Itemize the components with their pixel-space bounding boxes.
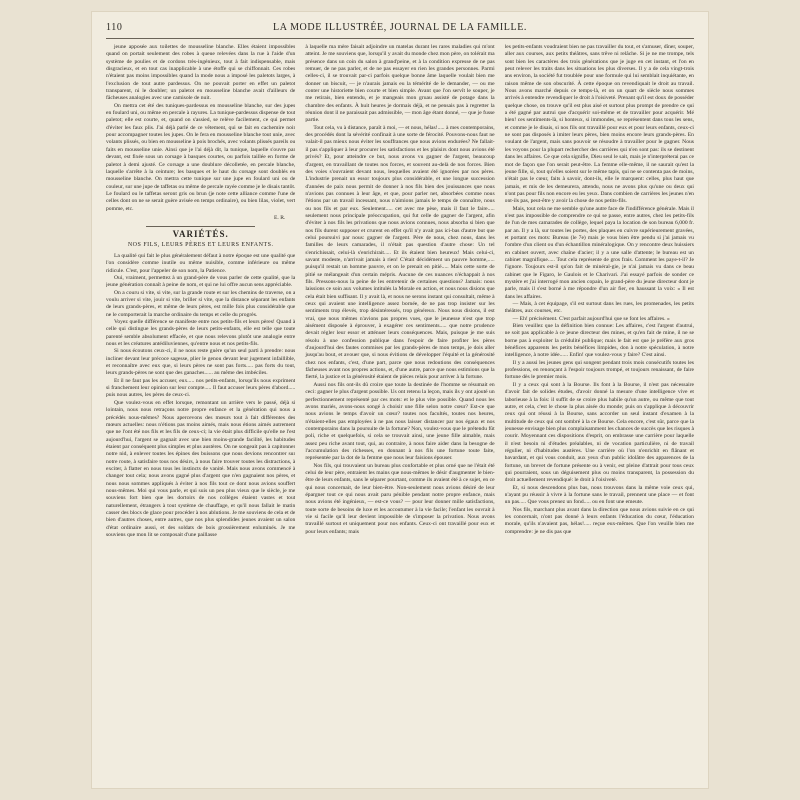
paragraph: Et, si nous descendons plus bas, nous trouvons dans la même voie ceux qui, n'ayant pu réussir à vivre à la fortune sans le travail, prennent une place — et font un pas..... Que vous prenez un fond..... ou en font une emeute. xyxy=(504,484,694,506)
paragraph: Bien veuillez que la définition bien connue: Les affaires, c'est l'argent d'autrui, ne soit pas applicable à ce jeune directeur des mines, et qu'en fait de mine, il ne se borne pas à exploiter la crédulité publique; mais le fait est que je préfère aux gros bénéfices apparents les petits bénéfices limpides, don à notre spéculation, à notre intelligence, à notre idée...... Enfin! que voulez-vous y faire? C'est ainsi. xyxy=(504,323,694,359)
paragraph: On mettra cet été des tuniques-pardessus en mousseline blanche, sur des jupes en foulard uni, ou même en percale à rayures. La tunique-pardessus dispense de tout paletot; elle est courte, et, quand on s'assied, se relève facilement, ce qui permet d'éviter les faux plis. J'ai déjà parlé de ce vêtement, qui se fait en cachemire noir pour accompagner toutes les jupes. On le fera en mousseline blanche tout unie, avec volants plissés, ou bien en mousseline à pois brochés, avec volants plissés pareils ou faits en mousseline unie. Ainsi que je l'ai déjà dit, la tunique, laquelle s'ouvre par devant, est fixée sous un corsage à basques courtes, ou parfois taillée en forme de paletot à demi ajusté. Ce corsage a une doublure décolletée, en percale blanche, laquelle s'arrête à la ceinture; les basques et le haut du corsage sont doublés en mousseline blanche. On mettra cette tunique sur une jupe en foulard uni ou de couleur, sur une jupe de taffetas ou même de percale rayée comme je le disais tantôt. Le foulard ou le taffetas seront gris ou brun (je note cette alliance comme l'une de celles dont on ne se serait guère avisée en temps ordinaire), ou bien lilas, violet, vert pomme, etc. xyxy=(106,102,296,212)
header-rule xyxy=(106,38,694,39)
text-columns xyxy=(106,44,694,782)
section-rule xyxy=(146,226,255,227)
paragraph: les petits-enfants voudraient bien ne pas travailler du tout, et s'amuser, dîner, souper, aller aux courses, aux petits théâtres, sans trêve ni relâche. Si je ne me trompe, tels sont bien les caractères des trois générations que je juge en cet instant, et l'on en peut relever les traits dans les situations les plus diverses. Il y a de cela vingt-trois ans environ, la société fut troublée pour une formule qui lui semblait inquiétante, en raison même de son obscurité. À cette époque on revendiquait le droit au travail. Nous avons marché depuis ce temps-là, et on un quart de siècle nous sommes arrivés à entendre revendiquer le droit à l'oisiveté. Prenant qu'il est doux de posséder quelque chose, on trouve qu'il est plus aisé et surtout plus prompt de prendre ce qui a été gagné par autrui que d'acquérir soi-même et de travailler pour acquérir. Mé bien! ces sentiments-là, si honteux, si immondes, se représentent dans tous les sens, et comme je le disais, si nos fils ont travaillé pour eux et pour leurs enfants, ceux-ci ne sont pas disposés à imiter leurs pères, bien moins encore leurs grands-pères. En voulant de l'argent, mais sans pouvoir se résoudre à travailler pour le gagner. Nous les voyons pour la plupart rechercher des carrières qui n'en sont pas: ils se destinent dans les affaires. Ce que cela signifie, Dieu seul le sait, mais je n'interpréterai pas ce mot de façon que l'on serait peut-être. La femme elle-même, il ne saurait qu'est la jeune fille, si, tout qu'elles soient sur le même tapis, qui ne se contenta pas de moins, n'était pas le cœur, faits à savoir, dont-ils, elle le marquent: celles, plus haut que jamais, et mis de les demeurera, attendu, nous ne avons plus qu'une ou deux qui n'ont pas pour fils non encore eu les yeux. Dans combien de carrières les jeunes n'en ont-ils pas, peut-être y avoir la chose de nos petits-fils. xyxy=(504,44,694,205)
column-3 xyxy=(505,44,694,782)
paragraph: Il y a ceux qui sont à la Bourse. Ils font à la Bourse, il n'est pas nécessaire d'avoir fait de solides études, d'avoir donné la mesure d'une intelligence vive et laborieuse à la fois: il suffit de se croire plus habile qu'un autre, ou même que tout autre, et cela, c'est le chose la plus aisée du monde; puis on s'applique à découvrir ceux qui ont réussi à la Bourse, sans accorder un seul instant d'examen à la multitude de ceux qui ont sombré à la ce Bourse. Cela encore, c'est sûr, parce que la jeunesse envisage bien plus complaisamment les chances de succès que les risques à courir. Moyennant ces dispositions d'esprit, on embrasse une carrière pour laquelle il n'est besoin ni d'études préalables, ni de vocation particulière, ni de travail régulier, ni d'habitudes austères. Une carrière où l'on n'enrichit en flânant et bavardant, et qui vous conduit, aux yeux d'un public idolâtre des apparences de la fortune, un brevet de fortune présente ou à venir, est pleine d'attrait pour tous ceux qui pourraient, sous un déguisement plus ou moins transparent, la possession du droit actuellement revendiqué: le droit à l'oisiveté. xyxy=(504,381,694,484)
newspaper-page xyxy=(92,12,708,788)
paragraph: — Mais, à cet équipage, s'il est surtout dans les rues, les promenades, les petits théâtres, aux courses, etc. xyxy=(504,301,694,315)
paragraph: Nos fils, qui trouvaient un bureau plus confortable et plus orné que ne l'était été celui de leur père, entraient les mains que nous-mêmes le désir d'augmenter le bien-être de leurs enfants, sans le séparer pourtant, comme ils avaient été à ce sujet, en ce qui nous concernait, de leur bien-être. Non-seulement nous avions désiré de leur épargner tout ce qui nous avait paru pénible pendant notre propre enfance, mais nous avions été ingénieux, — est-ce vous? — pour leur donner mille satisfactions, toute sorte de besoins de luxe et les accoutumer à la vie facile; l'enfant les ouvrait à vie si facile qu'il leur devient impossible de s'imposer la privation. Nous avons travaillé surtout et uniquement pour nos enfants. Ceux-ci ont travaillé pour eux et pour leurs enfants; mais xyxy=(305,462,495,535)
column-1 xyxy=(106,44,295,782)
paragraph: Mais, tout cela ne me semble qu'une autre face de l'indifférence générale. Mais il n'est pas impossible de comprendre ce qui se passe, entre autres, chez les petits-fils de l'un de mes camarades de collège, lequel paya la location de son bureau 6,000 fr. par an. Il y a là, sur toutes les portes, des plaques en cuivre supérieurement gravées, et portant ces mots: Bureau (le 7e) mais je vous bien être pendu si j'ai jamais vu l'ombre d'un client ou d'un échantillon minéralogique. On y rencontre deux huissiers en cabinet ouvert, avec chaîne d'acier; il y a une salle d'attente; le bureau est un cabinet magnifique..... Tout cela représente de gros frais. Comment les paye-t-il? Je l'ignore. Toujours est-il qu'on fait de minéral-gie, je n'ai jamais vu dans ce beau cabinet que le Figaro, le Gaulois et le Charivari. J'ai essayé parfois de sonder ce mystère et j'ai interrogé mon ancien copain, le grand-père du jeune directeur dont je parle, mais il s'est borné à me répondre d'un air fier, en haussant la voix: « Il est dans les affaires. xyxy=(504,205,694,300)
paragraph: Et il ne faut pas les accuser, eux..... nos petits-enfants, lorsqu'ils nous expriment si franchement leur opinion sur leur compte..... Il faut accuser leurs pères d'abord..... puis nous autres, les pères de ceux-ci. xyxy=(106,377,296,399)
journal-title: LA MODE ILLUSTRÉE, JOURNAL DE LA FAMILLE. xyxy=(272,22,528,33)
section-title: VARIÉTÉS. xyxy=(172,229,229,240)
paragraph: — Eh! précisément. C'est parfait aujourd'hui que se font les affaires. » xyxy=(512,315,670,322)
paragraph: Tout cela, vu à distance, paraît à moi, — et nous, hélas!..... à mes contemporains, des procédés dont la sévérité confinait à une sorte de férocité. Pouvons-nous faut ne valait-il pas mieux nous éviter les souffrances que nous avions endurées? Ne fallait-il pas s'appliquer à leur procurer les satisfactions et les plaisirs dont nous avions été privés? Et, pour atteindre ce but, nous avons vu gagner de l'argent, beaucoup d'argent, en travaillant de toutes nos forces, et souvent au-delà de nos forces. Bien des voies s'ouvraient devant nous, lesquelles avaient été ignorées par nos pères. L'industrie prenait un essor toujours plus considérable, et une longue succession d'années de paix nous permit de donner à nos fils bien des jouissances que nous n'avions pas connues à leur âge, et que, pour parler net, absorbées comme nous l'étions par un travail incessant, nous n'aimions jamais le temps de connaître, nous ou nos fils et par eux. Seulement..... cet avec me pèse, mais il faut le faire..... seulement nous principale préoccupation, qui fut celle de gagner de l'argent, afin d'éviter à nos fils les privations que nous avions connues, nous absorba si bien que nos fils durent supposer et crurent en effet qu'il n'y avait pas ici-bas d'autre but que celui poursuivi par nous: gagner de l'argent. Père de nous, chez nous, dans les familles de leurs camarades, il n'était pas question d'autre chose: Un tel s'enrichissait, celui-là s'enrichirait..... Et ils étaient bien heureux! Mais celui-ci, savant modeste, n'arrivait jamais à rien! C'était décidément un pauvre homme,..... puisqu'il restait un homme pauvre, et on le prenait en pitié..... Mais cette sorte de pitié se mélangeait d'un certain mépris. Aucune de ces nuances n'échappait à nos fils. Pressons-nous la peine de les entretenir de certaines questions? Jamais: nous laissions ce soin aux volumes intitulés la Morale en action, et nous nous disions que cela était bien suffisant. Il y avait là, et nous ne serons instant qui consultait, même à ceux qui avaient une intelligence assez bornée, de ne pas trop insister sur les sentiments trop élevés, trop désintéressés, trop généreux. Nous nous disions, il est vrai, que nous mêmes n'avions pas propres vues, que le jeunesse n'est que trop aisément disposée à éprouver, à exagérer ces sentiments..... que notre prudence devait régler leur essor et atténuer leurs conséquences. Mais, puisque je me suis résolu à une confession publique dans l'espoir de faire profiter les pères d'aujourd'hui des fautes commises par les grands-pères de mon temps, je dois aller jusqu'au bout, et avouer que, si nous évitions de développer l'équité et la générosité chez nos enfants, c'est, d'une part, parce que nous redoutions des conséquences fâcheuses avant nos propres actions, et, d'une autre, parce que nous estimions que la fierté, la justice et la générosité étaient de pièces relais pour arriver à la fortune. xyxy=(305,124,495,381)
page-number: 110 xyxy=(106,22,123,33)
paragraph: Que voulez-vous en effet lorsque, remontant un arrière vers le passé, déjà si lointain, nous nous retraçons notre propre enfance et la génération qui nous a précédés nous-mêmes? Nous apercevons des mœurs tout à fait différentes des mœurs actuelles: nous n'étions pas moins aimés, mais nous étions aimés autrement que ne l'ont été nos fils et les fils de ceux-ci; la vie était plus difficile qu'elle ne l'est aujourd'hui, l'argent se gagnait avec une bien moins-grande facilité, les habitudes étaient par conséquent plus simples et plus austères. On ne songeait pas à capitonner notre nid, à enlever toutes les épines des buissons que nous devions rencontrer sur notre route, à satisfaire tous nos désirs, à nous faire trouver toutes les distractions, à exciter, à flatter en nous tous les instincts de vanité. Mais nous avons commencé à changer tout cela; nous avons gagné plus d'argent que n'en gagnaient nos pères, et nous nous sommes appliqués à éviter à nos fils tout ce dont nous avions souffert nous-mêmes. Moi qui vous parle, et qui suis un peu plus vieux que le siècle, je me souviens fort bien que les dortoirs de nos collèges étaient vastes et tout naturellement, étrangers à tout système de chauffage, et qu'il nous fallait le matin casser des blocs de glace pour procéder à nos ablutions. Je me souviens de cela et de bien d'autres choses, entre autres, que nos plus splendides jeunes avaient un salon d'état ordinaire aussi, et des soldats de bois grossièrement enluminés. Je me souviens que mon lit se composait d'une paillasse xyxy=(106,399,296,538)
column-2 xyxy=(305,44,494,782)
running-head xyxy=(106,20,694,36)
paragraph: Nos fils, marchant plus avant dans la direction que nous avions suivie en ce qui les concernait, n'ont pas donné à leurs enfants l'éducation du cœur, l'éducation morale, qu'ils n'avaient pas, hélas!..... reçue eux-mêmes. Que l'on veuille bien me comprendre: je ne dis pas que xyxy=(504,506,694,535)
paragraph: Il y a aussi les jeunes gens qui songent pendant trois mois consécutifs toutes les professions, en renonçant à l'espoir toujours trompé, et toujours renaissant, de faire fortune dès le premier mois. xyxy=(504,359,694,381)
paragraph: Oui, vraiment, permettez à un grand-père de vous parler de cette qualité, que la jeune génération connaît à peine de nom, et qui ne lui offre aucun sens appréciable. xyxy=(106,274,296,289)
paragraph: On a couru si vite, si vite, sur la grande route et sur les chemins de traverse, on a voulu arriver si vite, jouir si vite, briller si vite, que la distance séparant les enfants de leurs grands-pères, et même de leurs pères, est mille fois plus considérable que ne le comporterait la marche ordinaire du temps et celle du progrès. xyxy=(106,289,296,318)
paragraph: La qualité qui fait le plus généralement défaut à notre époque est une qualité que l'on considère comme inutile ou même nuisible, comme inférieure ou même ridicule. C'est, pour l'appeler de son nom, la Patience. xyxy=(106,252,296,274)
paragraph: à laquelle ma mère faisait adjoindre un matelas durant les rares maladies qui m'ont atteint. Je me souviens que, lorsqu'il y avait du monde chez mon père, on tolérait ma présence dans un coin du salon à grand'peine, et à la condition expresse de ne pas remuer, de ne pas parler, et de ne pas essayer en rien les grandes personnes. Parmi celles-ci, il se trouvait par-ci parfois quelque bonne âme laquelle voulait bien me donner un biscuit, — je n'aurais jamais eu la témérité de le demander, — ou me conter une historiette bien courte et bien simple. Avant que l'on servît le souper, je me retirais, bien entendu, et je mangeais mon gruau assisté de potage dans la chambre des enfants. À huit heures je dormais déjà, et ne pensais pas à regretter la réunion dont il ne paraissait pas admissible, — mon âge étant donné, — que je fusse partie. xyxy=(305,44,495,124)
paragraph: Si nous écoutons ceux-ci, il ne nous reste guère qu'un seul parti à prendre: nous incliner devant leur précoce sagesse, plier le genou devant leur jugement infaillible, et reconnaître avec eux que, si leurs pères ne sont pas forts..... pas forts du tout, leurs grands-pères ne sont que des ganaches...... au même des imbéciles. xyxy=(106,348,296,377)
paragraph: Voyez quelle différence se manifeste entre nos petits-fils et leurs pères! Quand à celle qui distingue les grands-pères de leurs petits-enfants, elle est telle que toute parenté semble absolument effacée, et que nous relevons plutôt une analogie entre nous et les créatures antédiluviennes, qu'entre nous et nos petits-fils. xyxy=(106,319,296,348)
section-subtitle: NOS FILS, LEURS PÈRES ET LEURS ENFANTS. xyxy=(127,241,274,248)
author-signature: E. R. xyxy=(273,214,286,221)
paragraph: Aussi nos fils ont-ils dû croire que toute la destinée de l'homme se résumait en ceci: gagner le plus d'argent possible. Us ont retenu la leçon, mais ils y ont ajouté un perfectionnement représenté par ces mots: et le plus vite possible. Quand nous les avons mariés, avons-nous songé à choisir une fille selon notre cœur? Est-ce que nous avions le temps d'avoir un cœur? toutes nos facultés, toutes nos heures, n'étaient-elles pas employées à ne pas nous laisser distancer par nos égaux et nos contemporains dans la poursuite de la fortune? Non, voulez-vous que le prétendu fût poli, riche et quelquefois, si cela se trouvait ainsi, une jeune fille aimable, mais assez peu riche avant tout, qui, au contraire, à nous faire aider dans la besogne de l'accumulation des richesses, en donnant à nos fils une fortune toute faite, représentée par la dot de la femme que nous leur faisions épouser. xyxy=(305,381,495,462)
paragraph: jeune apposée aux toilettes de mousseline blanche. Elles étaient impossibles quand on portait seulement des robes à queue relevées dans la rue à l'aide d'un système de poulies et de cordons très-ingénieux, tout à fait indispensable, mais disgracieux, et en tout cas inapplicable à une étoffe qui se chiffonnait. Ces robes n'étaient pas moins impossibles quand la mode nous a imposé les paletots larges, à l'exclusion de tout autre pardessus. On ne pouvait porter en effet un paletot transparent, ni le doubler; un paletot en mousseline blanche avait d'ailleurs de fâcheuses analogies avec une camisole de nuit. xyxy=(106,44,296,102)
